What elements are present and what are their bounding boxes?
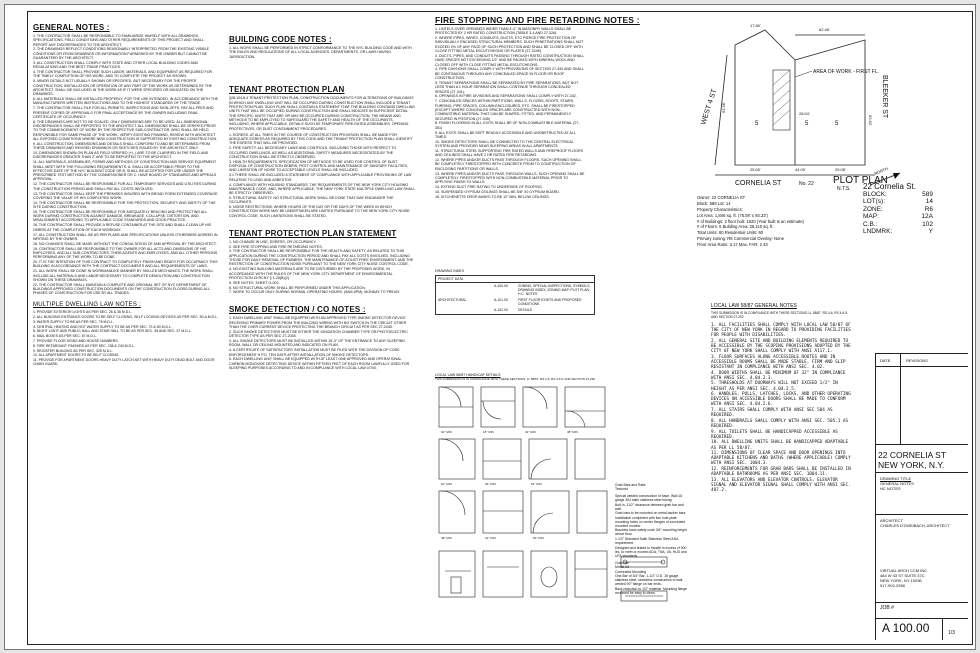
zoning-key: 22 Cornelia St.	[863, 182, 916, 191]
general-note: 3. ALL CONSTRUCTION SHALL COMPLY WITH STATE AND OTHER LOCAL BUILDING CODES AND REGULATIONS AND THE BEST TRADE PRACTICES.	[33, 60, 199, 70]
multiple-dwelling-note: 10. ALL APARTMENT DOORS TO BE SELF CLOSING.	[33, 353, 120, 358]
fire-stopping-item: 2. WHERE PIPES, WIRES, CONDUITS, DUCTS, ETC PIERCE FIRE PROTECTION OF INDIVIDUALLY ENCASED STRUCTURAL MEMBERS, SUCH PENETRATIONS SHALL NOT EXCEED 2% OF ANY FACE OF SUCH PROTECTION AND SHALL BE CLOSED OFF WITH CLOSE FITTING METAL ESCUTCHEONS OR PLATES (27-324E).	[435, 36, 584, 54]
lot-number-3: 5	[835, 121, 839, 127]
handicap-details-title: LOCAL LAW 58/87 HANDICAP DETAILS	[435, 373, 501, 377]
general-note: 18. NO CHANGES SHALL BE MADE WITHOUT THE CONSULTATION OF AND APPROVAL BY THE ARCHITECT.	[33, 241, 217, 246]
property-info-line: Total Units: 60 Residential Units: 60	[697, 230, 764, 236]
general-note: 1. THE CONTRACTOR SHALL BE RESPONSIBLE TO FAMILIARIZE HIMSELF WITH ALL DRAWINGS, SPECIFICATIONS, FIELD CONDITIONS AND OTHER REQUIREMENTS OF THIS PROJECT AND SHALL REPORT ANY DISCREPANCIES TO THE ARCHITECT.	[33, 34, 204, 47]
zoning-key: MAP:	[863, 213, 879, 220]
lot-number-2: 5	[805, 121, 809, 127]
local-law-item: 6. HANDLES, PULLS, LATCHES, LOCKS, AND OTHER OPERATING DEVICES ON ACCESSIBLE DOORS SHALL BE MADE TO CONFORM WITH ANSI SEC. 4.04.2.6.	[711, 392, 851, 408]
drawing-index-header: PROJECT DATA	[436, 276, 594, 283]
general-note: 17. ALL CONSTRUCTION SHALL BE AS PER PLANS AND SPECIFICATIONS UNLESS OTHERWISE AGREED IN WRITING BY THE OWNER.	[33, 232, 218, 241]
multiple-dwelling-note: 6. MAIL BOXES AS PER SEC. 57 M.D.L.	[33, 334, 97, 339]
architect-label: ARCHITECT	[880, 518, 903, 523]
fixture-note: Grab bars to be mounted on metal backer bars.	[615, 511, 687, 516]
revision-header	[876, 354, 968, 367]
fire-stopping-item: 12. WHERE PIPES AND/OR DUCTS PASS THROUGH FLOORS, SUCH OPENING SHALL BE COMPLETELY FIRESTOPPED WITH CONCRETE FROM TO CONSTRUCTION OF ENCLOSING PARTITIONS OR WALLS.	[435, 158, 582, 171]
dim-8: 25.08'	[835, 167, 846, 172]
zoning-value: R6	[924, 205, 933, 213]
svg-text:60" MIN: 60" MIN	[441, 482, 452, 486]
general-note: 6. ALL MATERIALS SHALL BE INSTALLED PROPERLY, FOR THE USE INTENDED, IN ACCORDANCE WITH THE MANUFACTURERS WRITTEN INSTRUCTIONS AND TO THE HIGHEST STANDARDS OF THE TRADE.	[33, 97, 219, 106]
local-law-item: 4. DOOR WIDTHS SHALL BE MINIMUM OF 32" IN COMPLIANCE WITH ANSI SEC. 4.04.2.3.	[711, 370, 846, 381]
architect-line-3: NEW YORK, NY 10036	[880, 578, 922, 583]
zoning-row	[863, 206, 933, 214]
svg-text:54" MIN: 54" MIN	[531, 482, 542, 486]
local-law-item: 10. ALL DWELLING UNITS SHALL BE HANDICAPPED ADAPTABLE AS PER LL 58/87.	[711, 440, 849, 451]
general-notes-column	[33, 23, 219, 638]
general-note: 14. THE CONTRACTOR SHALL BE RESPONSIBLE FOR THE PROTECTION, SECURITY AND SAFETY OF THE SITE DURING CONSTRUCTION.	[33, 200, 216, 209]
zoning-value: Y	[928, 228, 933, 235]
drawing-title-2: HC NOTES	[880, 486, 901, 491]
fixture-note: 1-1/2" Standard Satin Stainless Steel ADA requirement.	[615, 536, 679, 545]
zoning-key: LOT(s):	[863, 198, 886, 205]
zoning-value: 12A	[921, 213, 933, 220]
multiple-dwelling-note: 4. CENTRAL HEATING AND HOT WATER SUPPLY TO BE AS PER SEC. 79 & 80 M.D.L.	[33, 324, 172, 329]
multiple-dwelling-note: 3. WATER SUPPLY TO BE AS PER SEC. 75 M.D.L.	[33, 319, 114, 324]
tenant-protection-item: 6. NOISE RESTRICTIONS. WHERE HOURS OF THE DAY OR THE DAYS OF THE WEEK IN WHICH CONSTRUCTION WORK MAY BE UNDERTAKEN ARE LIMITED PURSUANT TO THE NEW YORK CITY NOISE CONTROL CODE, SUCH LIMITATIONS SHALL BE STATED.	[229, 205, 410, 218]
fixture-note: Bolt-in, 11/2" clearance between grab bar and wall.	[615, 502, 684, 511]
local-law-item: 13. ALL ELEVATORS AND ELEVATOR CONTROLS, ELEVATOR SIGNAL AND ELEVATOR SIGNAL SHALL COMPLY WITH ANSI SEC. 407.2.	[711, 477, 851, 494]
building-code-title: BUILDING CODE NOTES :	[229, 35, 332, 44]
building-code-list	[229, 46, 415, 59]
fire-stopping-column	[435, 15, 690, 638]
smoke-detection-item: 2. SUCH SMOKE DETECTORS MUST BE EITHER THE IONIZATION CHAMBER TYPE OR PHOTOELECTRIC DETECTOR TYPE AS PER SEC 27-2045.	[229, 329, 408, 339]
local-law-item: 3. FLOOR SURFACES ALONG ACCESSIBLE ROUTES AND IN ACCESSIBLE ROOMS SHALL BE MADE STABLE, FIRM AND SLIP RESISTANT IN COMPLIANCE WITH ANSI SEC. 4.02.	[711, 354, 846, 370]
drawing-title-block	[880, 476, 914, 491]
dim-1: 17.80'	[750, 23, 761, 28]
general-note: 15. THE CONTRACTOR SHALL BE RESPONSIBLE FOR ADEQUATELY BRACING AND PROTECTING ALL WORK DURING CONSTRUCTION AGAINST DAMAGE, BREAKAGE, COLLAPSE, DISTORTION, AND MISALIGNMENT ACCORDING TO APPLICABLE CODE STANDARDS AND GOOD PRACTICE.	[33, 209, 208, 223]
fixture-note: Concealed Mounting	[615, 569, 647, 574]
fixture-note: Back reduction to 1/2" material. Mounting flange recessed for easy to clean.	[615, 586, 688, 595]
drawing-index-description: ZONING, SPECIAL INSPECTIONS, SYMBOLS, DRAWING INDEX, ZONING MAP, PLOT PLAN, H.C. NOTES	[518, 284, 591, 296]
svg-text:48" MIN: 48" MIN	[567, 430, 578, 434]
local-law-item: 11. DIMENSIONS OF CLEAR SPACE AND DOOR OPENINGS INTO ADAPTABLE KITCHENS AND BATHS (WHERE APPLICABLE) COMPLY WITH ANSI SEC. 1004.3.	[711, 451, 851, 467]
general-note: 16. THE CONTRACTOR SHALL PROVIDE A REFUSE CONTAINER AT THE SITE AND SHALL CLEAN UP HIS DEBRIS AT THE COMPLETION OF EACH WORKDAY.	[33, 223, 212, 232]
fixture-note: Grab Bar	[615, 560, 629, 565]
fire-stopping-item: 8. FINISH FLOORING IN ALL EXITS SHALL BE OF NON-COMBUSTIBLE MATERIAL (27-351)	[435, 121, 580, 130]
tenant-statement-item: 5. SEE NOTES, SHEET G-002.	[229, 280, 280, 285]
drawing-title-1: GENERAL NOTES	[880, 481, 914, 486]
general-note: 9. ALL CONSTRUCTION, DIMENSIONS AND DETAILS SHALL CONFORM TO AND BE DETERMINED FROM THESE DRAWINGS AND REVISED DRAWINGS OR SKETCHES ISSUED BY THE ARCHITECT ONLY.	[33, 141, 211, 151]
zoning-key: ZONE:	[863, 205, 883, 213]
zoning-value: 589	[922, 190, 933, 198]
dim-7: 44.00'	[795, 167, 806, 172]
general-note: 2. THE DRAWINGS REFLECT CONDITIONS REASONABLY INTERPRETED FROM THE EXISTING VISIBLE CONDITIONS OR FROM DRAWINGS OR INFORMATION FURNISHED BY THE OWNER BUT CANNOT BE GUARANTEED BY THE ARCHITECT.	[33, 47, 210, 61]
drawing-sheet	[4, 4, 976, 650]
dim-5: 63.62'	[868, 115, 873, 126]
multiple-dwelling-note: 11. PROVIDE FOR APARTMENT DOORS HEAVY DUTY LATCH-SET WITH HEAVY DUTY DEAD BOLT AND DOOR CHAIN GUARD.	[33, 358, 215, 367]
tenant-statement-item: 2. SEE FIRE STOPPING AND FIRE RETARDING NOTES.	[229, 244, 323, 249]
local-law-item: 7. ALL STAIRS SHALL COMPLY WITH ANSI SEC 504 AS REQUIRED.	[711, 408, 833, 419]
tenant-protection-list	[229, 133, 415, 218]
fixture-note: Brackets have safety code 3/4" mounting height above floor.	[615, 528, 687, 537]
lot-number-1: 5	[755, 121, 759, 127]
smoke-detection-item: 5. EACH DWELLING UNIT SHALL BE EQUIPPED WITH AT LEAST ONE APPROVED AND OPERATIONAL CARBON MONOXIDE DETECTING DEVICE WITHIN FIFTEEN FEET OF EACH ROOM LAWFULLY USED FOR SLEEPING PURPOSES ACCORDING TO AND IN COMPLIANCE WITH LOCAL LAW 07/04.	[229, 357, 410, 371]
sheet-count: 1/3	[948, 630, 955, 636]
general-note: 21. ALL WORK SHALL BE DONE IN WORKMANLIKE MANNER BY SKILLED MECHANICS. THE WORK SHALL INCLUDE ALL MATERIALS AND LABOR NECESSARY TO COMPLETE DEMOLITION AND CONSTRUCTION SHOWN ON THESE DRAWINGS.	[33, 269, 214, 282]
title-block	[875, 353, 968, 640]
drawing-title-label: DRAWING TITLE	[880, 476, 912, 481]
plot-plan-area	[695, 15, 905, 295]
fire-stopping-item: 4. FIRE DIVISIONS SHALL COMPLY WITH PROVISIONS OF SECTION 27-340 AND SHALL BE CONTINUOUS THROUGH ANY CONCEALED SPACE IN FLOOR OR ROOF CONSTRUCTION.	[435, 67, 584, 81]
dim-6: 25.00'	[750, 167, 761, 172]
fire-stopping-item: 16. KITCHENETTE DROP AWAYS TO BE 12" MIN. BELOW CEILINGS.	[435, 194, 550, 199]
property-info-line: Property Characteristics:	[697, 206, 743, 212]
zoning-row	[863, 221, 933, 229]
zoning-row	[863, 183, 933, 191]
fixture-note: Designed and tested to handle in excess of 900 lbs. to meet or exceed ADA, TNA, VA, HUD and UFA standards.	[615, 545, 687, 558]
svg-text:36" MIN: 36" MIN	[485, 482, 496, 486]
job-number-label: JOB #	[880, 605, 894, 611]
zoning-value: 102	[922, 220, 933, 228]
drawing-index-group	[438, 284, 494, 296]
street-number: No. 22	[799, 181, 814, 187]
svg-text:18" MIN: 18" MIN	[483, 430, 494, 434]
smoke-detection-item: 1. EACH DWELLING UNIT SHALL BE EQUIPPED WITH AN APPROVED TYPE SMOKE DETECTOR DEVICE RECEIVING PRIMARY POWER FROM THE BUILDING WIRING WITH NO SWITCH IN THE CIRCUIT OTHER THAN THE OVER CURRENT DEVICE PROTECTING THE BRANCH CIRCUIT AS PER SEC 27-2045.	[229, 316, 407, 329]
multiple-dwelling-title: MULTIPLE DWELLING LAW NOTES :	[33, 302, 141, 309]
fire-stopping-item: 6. OPENINGS IN FIRE DIVISIONS AND SEPARATIONS SHALL COMPLY WITH 27-342.	[435, 94, 577, 99]
general-note: 19. CONTRACTOR SHALL BE RESPONSIBLE TO THE OWNER FOR ALL ACTS AND OMISSIONS OF HIS EMPLOYEES, AND ALL SUB-CONTRACTORS, THEIR AGENTS AND EMPLOYEES, AND ALL OTHER PERSONS PERFORMING ANY OF THE WORK TO BE DONE.	[33, 246, 218, 260]
street-cornelia: CORNELIA ST	[735, 180, 782, 187]
architect-line-4: 917-902-2958	[880, 583, 905, 588]
project-line-1: 22 CORNELIA ST	[878, 450, 947, 460]
zoning-key: BLOCK:	[863, 190, 887, 198]
date-label: DATE	[880, 358, 891, 363]
plot-plan-drawing	[695, 15, 905, 190]
property-info-line: Lot Area: 1,846 sq. ft. (75.08' x 93.33')	[697, 212, 768, 218]
tenant-statement-title: TENANT PROTECTION PLAN STATEMENT	[229, 228, 397, 238]
zoning-row	[863, 228, 933, 236]
project-line-2: NEW YORK, N.Y.	[878, 460, 945, 470]
tenant-statement-list	[229, 240, 415, 295]
zoning-row	[863, 198, 933, 206]
fire-stopping-item: 9. ALL EXITS SHALL BE KEPT READILY ACCESSIBLE AND UNOBSTRUCTED AT ALL TIMES.	[435, 130, 576, 139]
drawing-index-number: A-102.00	[494, 308, 508, 312]
local-law-subtitle: THIS SUBMISSION IS IN COMPLIANCE WITH THESE SECTIONS: LL 58/87, RS 4-6, RS 4-6.5, AND SECTION 27-292	[711, 311, 848, 319]
street-bleeker: BLEEKER ST	[881, 75, 888, 119]
local-law-list	[711, 323, 851, 493]
zoning-row	[863, 213, 933, 221]
general-note: 20. IT IS THE INTENTION OF THIS CONTRACT TO COMPLETELY FINISH AND READY FOR OCCUPANCY THIS BUILDING IN ACCORDANCE WITH THE CONTRACT DOCUMENTS AND ALL REQUIREMENTS OF LAWS.	[33, 260, 218, 269]
general-note: 11. ALL MATERIALS, ASSEMBLIES, FORMS AND METHODS OF CONSTRUCTION AND SERVICE EQUIPMENT SHALL MEET WITH THE FOLLOWING REQUIREMENTS: A. SHALL BE ACCEPTABLE PRIOR TO THE EFFECTIVE DATE OF THE NYC BUILDING CODE OR B. SHALL BE ACCEPTED FOR USE UNDER THE PRESCRIBED TEST METHOD BY THE COMMISSIONER OR C. HAVE BOARD OF STANDARDS AND APPEALS APPROVAL.	[33, 160, 217, 182]
tenant-protection-item: 4. COMPLIANCE WITH HOUSING STANDARDS. THE REQUIREMENTS OF THE NEW YORK CITY HOUSING MAINTENANCE CODE, AND, WHERE APPLICABLE, THE NEW YORK STATE MULTIPLE DWELLING LAW SHALL BE STRICTLY OBSERVED.	[229, 182, 415, 196]
code-notes-column	[229, 35, 415, 638]
grab-bar-subtitle: Textured	[615, 487, 629, 491]
architect-line-1: VIRTUAL ARCH CCM INC	[880, 568, 928, 573]
tenant-statement-item: 1. NO CHANGE IN USE, EGRESS, OR OCCUPANCY.	[229, 239, 317, 244]
drawing-index-row	[436, 297, 594, 307]
drawing-index-group: ARCHITECTURAL	[438, 298, 467, 302]
smoke-detection-item: 4. A CERTIFICATE OF SATISFACTORY INSTALLATION MUST BE FILED WITH THE DIVISION OF CODE ENFORCEMENT H.P.D. TEN DAYS AFTER INSTALLATION OF SMOKE DETECTORS.	[229, 348, 400, 357]
fixture-note: Installation completed with two hole-plate mounting holes on center flanges of concealed mounted models.	[615, 515, 686, 528]
svg-text:NORTH: NORTH	[873, 165, 889, 176]
general-note: 10. DIMENSIONS SHOWN ON PLAN AS FIELD VERIFIED (+/- ) ARE TO BE CLARIFIED IN THE FIELD AND DISCREPANCIES GREATER THAN 2" ARE TO BE REPORTED TO THE ARCHITECT.	[33, 151, 209, 160]
handicap-details	[435, 373, 690, 638]
zoning-key: C.B.:	[863, 220, 878, 228]
local-law-item: 1. ALL FACILITIES SHALL COMPLY WITH LOCAL LAW 58/87 OF THE CITY OF NEW YORK IN REGARD TO PROVIDING FACILITIES FOR PEOPLE WITH DISABILITIES.	[711, 323, 851, 339]
svg-text:42" MIN: 42" MIN	[525, 430, 536, 434]
dim-4: 28.04'	[799, 111, 810, 116]
property-info-line: Primary zoning: R6 Commercial Overlay: None	[697, 236, 785, 242]
multiple-dwelling-note: 5. NIGHT LIGHT AND PUBLIC HALL AND STAIR HALL TO BE AS PER SEC. 35 AND SEC. 37 M.D.L.	[33, 329, 192, 334]
tenant-protection-item: 3.1 THERE SHALL BE INCLUDED A STATEMENT OF COMPLIANCE WITH APPLICABLE PROVISIONS OF LAW RELATING TO LEAD AND ASBESTOS.	[229, 173, 412, 182]
local-law-item: 5. THRESHOLDS AT DOORWAYS WILL NOT EXCEED 1/2" IN HEIGHT AS PER ANSI SEC. 4.04.2.5.	[711, 381, 838, 392]
general-note: 5. MINOR DETAILS NOT USUALLY SHOWN OR SPECIFIED, BUT NECESSARY FOR THE PROPER CONSTRUCTION, INSTALLATION OR OPERATION OF ANY PART OF THE WORK AS DETERMINED BY THE ARCHITECT, SHALL BE INCLUDED IN THE WORK AS IF IT WERE SPECIFIED OR INDICATED ON THE DRAWINGS.	[33, 79, 213, 97]
architect-block	[880, 518, 950, 588]
fire-stopping-item: 1. LINTELS OVER OPENINGS WIDER THAN 4'-0" IN MASONRY WALLS SHALL BE PROTECTED BY 2 HR RATED CONSTRUCTION (TABLE 3-4 AND 27-326).	[435, 27, 572, 36]
smoke-detection-list	[229, 316, 415, 370]
svg-text:48" MIN: 48" MIN	[441, 536, 452, 540]
architect-name: CHARLES D'ZWEIBACH, ARCHITECT	[880, 523, 950, 528]
fixture-note: One-Bar of 3/4" Bar, 1-1/2" O.D. 18 gauge stainless steel, seamless construction to wall, welded 90° flange on bar ends.	[615, 574, 684, 587]
general-note: 7. THE CONTRACTOR SHALL FILE FOR ALL PERMITS, INSPECTIONS AND SIGN-OFFS, PAY ALL FEES AND PRESENT COPIES OF APPROVALS FOR FINAL ACCEPTANCE BY THE OWNER INCLUDING FINAL CERTIFICATE OF OCCUPANCY.	[33, 106, 214, 119]
property-info-line: # of Buildings: 2 floor bult: 1920 (Year built is an estimate)	[697, 218, 804, 224]
svg-text:42" MIN: 42" MIN	[485, 536, 496, 540]
tenant-statement-item: 3. THE CONTRACTOR SHALL BE RESPONSIBLE FOR THE HEALTH AND SAFETY, AS RELATED TO THIS APPLICATION DURING THE CONSTRUCTION PERIOD AND SHALL PAY ALL COSTS INVOLVED, INCLUDING THOSE FOR DAILY REMOVAL OF RUBBISH, THE MAINTENANCE OF A DUST FREE ENVIRONMENT, AND THE RESTRICTION OF CONSTRUCTION NOISE PURSUANT TO THE NEW YORK CITY NOISE CONTROL CODE.	[229, 249, 414, 267]
fixture-note: Model #3	[615, 565, 629, 570]
area-of-work-label: AREA OF WORK - FIRST FL.	[813, 69, 880, 75]
grab-bar-notes	[615, 483, 690, 596]
fixture-notes-2	[615, 561, 690, 595]
local-law-title: LOCAL LAW 58/87 GENERAL NOTES	[711, 303, 797, 309]
fire-stopping-list	[435, 27, 585, 199]
general-notes-title: GENERAL NOTES :	[33, 23, 110, 32]
plot-plan-scale: N.T.S.	[837, 186, 851, 190]
tenant-protection-intro: §28-104.8.4 TENANT PROTECTION PLAN. CONSTRUCTION DOCUMENTS FOR ALTERATIONS OF BUILDINGS IN WHICH ANY DWELLING UNIT WILL BE OCCUPIED DURING CONSTRUCTION SHALL INCLUDE A TENANT PROTECTION PLAN. SUCH PLAN SHALL CONTAIN A STATEMENT THAT THE BUILDING CONTAINS DWELLING UNITS THAT WILL BE OCCUPIED DURING CONSTRUCTION AND SHALL INDICATE IN SUFFICIENT DETAIL THE SPECIFIC UNITS THAT ARE OR MAY BE OCCUPIED DURING CONSTRUCTION, THE MEANS AND METHODS TO BE EMPLOYED TO SAFEGUARD THE SAFETY AND HEALTH OF THE OCCUPANTS, INCLUDING, WHERE APPLICABLE, DETAILS SUCH AS TEMPORARY FIRE-RATED ASSEMBLIES, OPENING PROTECTIVES, OR DUST CONTAINMENT PROCEDURES.	[229, 96, 415, 131]
fixture-note: Special welded construction of base. Wall 16 gauge 304 satin stainless steel tubing.	[615, 494, 683, 502]
building-code-note: 1. ALL WORK SHALL BE PERFORMED IN STRICT CONFORMANCE TO THE NYC BUILDING CODE AND WITH THE RULES AND REGULATIONS OF ALL LOCAL AGENCIES, DEPARTMENTS, OR LAWS HAVING JURISDICTION.	[229, 46, 412, 59]
general-notes-list	[33, 34, 219, 296]
fire-stopping-title: FIRE STOPPING AND FIRE RETARDING NOTES :	[435, 15, 640, 25]
svg-text:60" MIN: 60" MIN	[533, 536, 544, 540]
project-address	[878, 450, 946, 470]
property-info-line: Owner: 22 CORNELIA ST	[697, 195, 746, 200]
revisions-label: REVISIONS	[906, 358, 928, 363]
drawing-index-table	[435, 275, 595, 315]
general-note: 8. THE DRAWINGS ARE NOT TO BE SCALED. ONLY DIMENSIONS ARE TO BE USED. ALL DIMENSIONAL DISCREPANCIES SHALL BE REPORTED TO THE ARCHITECT. ALL DIMENSIONS SHALL BE VERIFIED PRIOR TO THE COMMENCEMENT OF WORK BY THE RESPECTIVE SUB-CONTRACTOR, WHO SHALL BE HELD RESPONSIBLE FOR SAME PHASE OF THE WORK. VERIFY EXISTING FRAMING, REVIEW WITH ARCHITECT ALL EXPOSED CONDITIONS WHERE NEW CONSTRUCTION IS SUPPORTED BY EXISTING CONSTRUCTION.	[33, 119, 218, 141]
drawing-index-description: DETAILS	[518, 308, 532, 312]
property-info-line: Block: 589 Lot: 14	[697, 200, 731, 206]
multiple-dwelling-note: 7. PROVIDE FLOOR SIGNS AND HOUSE NUMBERS.	[33, 339, 119, 344]
tenant-statement-item: 6. NO STRUCTURAL WORK SHALL BE PERFORMED UNDER THIS APPLICATION.	[229, 285, 366, 290]
multiple-dwelling-note: 1. PROVIDE EXTERIOR LIGHTS AS PER SEC. 26 & 36 M.D.L.	[33, 310, 133, 315]
general-note: 22. THE CONTRACTOR SHALL MAINTAIN A COMPLETE AND ORIGINAL SET OF NYC DEPARTMENT OF BUILDINGS APPROVED CONSTRUCTION DOCUMENTS ON THE CONSTRUCTION FLOORS DURING ALL PHASES OF CONSTRUCTION FOR USE BY ALL TRADES.	[33, 282, 210, 296]
fixture-notes	[615, 494, 690, 558]
general-note: 13. THE CONTRACTOR SHALL KEEP THE PREMISES INSURED WITH BROAD FORM EXTENDED COVERAGE COVERING THE VALUE OF HIS COMPLETED WORK.	[33, 191, 218, 200]
fire-stopping-item: 14. EXTEND DUCT FIRE RATING TO UNDERSIDE OF ROOFING.	[435, 185, 543, 190]
general-note: 4. THE CONTRACTOR SHALL PROVIDE SUCH LABOR, MATERIALS, AND EQUIPMENT AS REQUIRED FOR THE TIMELY COMPLETION OF HIS WORK, AND TO COMPLETE THE PROJECT AS SHOWN.	[33, 70, 213, 79]
local-law-item: 8. ALL HANDRAILS SHALL COMPLY WITH ANSI SEC. 505.1 AS REQUIRED.	[711, 418, 849, 429]
smoke-detection-title: SMOKE DETECTION / CO NOTES :	[229, 305, 366, 315]
zoning-key: LNDMRK:	[863, 228, 893, 235]
multiple-dwelling-note: 8. FIRE RETARDANT FINISHES AS PER SEC. 238 & 243 M.D.L.	[33, 343, 135, 348]
smoke-detection-item: 3. ALL SMOKE DETECTORS MUST BE INSTALLED WITHIN 15'-0" OF THE ENTRANCE TO ANY SLEEPING ROOM, WALL OR CEILING MOUNTED AND INDICATED ON PLAN.	[229, 339, 406, 348]
tenant-protection-item: 3. HEALTH REQUIREMENTS. SPECIFICATION OF METHODS TO BE USED FOR CONTROL OF DUST, DISPOSAL OF CONSTRUCTION DEBRIS, PEST CONTROL AND MAINTENANCE OF SANITARY FACILITIES, AND LIMITATION OF NOISE TO ACCEPTABLE LEVELS SHALL BE INCLUDED.	[229, 159, 408, 173]
local-law-item: 12. REINFORCEMENTS FOR GRAB BARS SHALL BE INSTALLED IN ADAPTABLE BATHROOMS AS PER ANSI SEC. 1004.11.	[711, 467, 851, 478]
dim-2: 62.46'	[819, 27, 830, 32]
local-law-item: 2. ALL GENERAL SITE AND BUILDING ELEMENTS REQUIRED TO BE ACCESSIBLE BY THE SCOPING PROVISIONS ADOPTED BY THE CITY OF NEW YORK SHALL COMPLY WITH ANSI A117.1.	[711, 338, 851, 355]
svg-text:32" MIN: 32" MIN	[441, 430, 452, 434]
fire-stopping-item: 10. SMOKE DETECTORS SHALL BE CONNECTED TO THE CENTRAL ELECTRICAL SYSTEM AND PROVIDED NEAR SLEEPING AREAS IN ALL APARTMENTS.	[435, 139, 574, 149]
fire-stopping-item: 7. CONCEALED SPACES WITHIN PARTITIONS, WALLS, FLOORS, ROOFS, STAIRS, FURRING, PIPE SPACES, COLUMN ENCLOSURES, ETC. SHALL BE FIRESTOPPED (EXCEPT WHERE CONCEALED SPACES ARE CONSTRUCTED WITH NON-COMBUSTIBLE MATERIAL THAT CAN BE SHAPED, FITTED, AND PERMANENTLY SECURED IN POSITION (27-345)	[435, 99, 575, 121]
handicap-details-subtitle: THIS SUBMISSION IS IN COMPLIANCE WITH THESE SECTIONS: LL 58/87, RS 4-6, RS 4-6.5, AND SECTION 27-292	[435, 377, 596, 381]
dim-3: 63.36'	[721, 102, 726, 113]
multiple-dwelling-note: 2. ALL BUILDING ENTRANCE DOORS TO BE SELF CLOSING, SELF LOCKING DEVICES AS PER SEC. 50-A M.D.L.	[33, 315, 219, 320]
tenant-statement-item: 7. WORK TO OCCUR ONLY DURING NORMAL OPERATING HOURS, (9AM-5PM), MONDAY TO FRIDAY.	[229, 290, 401, 295]
drawing-index-number: A-100.00	[494, 284, 508, 288]
fire-stopping-item: 13. WHERE PIPES AND/OR DUCTS PASS THROUGH WALLS, SUCH OPENING SHALL BE COMPLETELY FIRESTOPPED WITH NON-COMBUSTIBLE MATERIAL PRIOR TO APPLYING FINISH TO WALLS.	[435, 171, 585, 185]
fire-stopping-item: 15. SUSPENDED GYPSUM CEILINGS SHALL BE 5/8" X0 GYPSUM BOARD.	[435, 190, 560, 194]
drawing-index	[435, 269, 595, 315]
drawing-index-row	[436, 283, 594, 297]
local-law-item: 9. ALL TOILETS SHALL BE HANDICAPPED ACCESSIBLE AS REQUIRED.	[711, 429, 838, 440]
tenant-protection-item: 5. STRUCTURAL SAFETY. NO STRUCTURAL WORK SHALL BE DONE THAT MAY ENDANGER THE OCCUPANTS.	[229, 195, 394, 205]
street-west-4: WEST 4 ST	[700, 88, 719, 126]
zoning-row	[863, 191, 933, 199]
sheet-number: A 100.00	[882, 621, 930, 635]
property-info-line: # of Floors: 5 Building Area: 26,110 sq. ft.	[697, 224, 774, 230]
grab-bar-title: Grab Bars and Rails	[615, 483, 646, 487]
tenant-protection-item: 2. FIRE SAFETY. ALL NECESSARY LAWS AND CONTROLS, INCLUDING THOSE WITH RESPECT TO OCCUPIED DWELLINGS, AS WELL AS ADDITIONAL SAFETY MEASURES NECESSITATED BY THE CONSTRUCTION SHALL BE STRICTLY OBSERVED.	[229, 146, 397, 159]
fire-stopping-item: 3. DUCTS, PIPES, AND CONDUITS PASSING THROUGH RATED CONSTRUCTION SHALL HAVE SPACES NOT EXCEEDING 1/2" AND BE PACKED WITH MINERAL WOOL AND CLOSED OFF WITH CLOSE FITTING METAL ESCUTCHEONS.	[435, 53, 585, 67]
architect-line-2: 484 W 43 ST SUITE 37C	[880, 573, 925, 578]
drawing-index-title: DRAWING INDEX	[435, 269, 465, 273]
drawing-index-description: FIRST FLOOR EXISTS AND PROPOSED CONDITIONS	[518, 298, 582, 306]
general-note: 12. THE CONTRACTOR SHALL BE RESPONSIBLE FOR ALL TEMPORARY SERVICES AND UTILITIES DURING THE CONSTRUCTION PERIOD AND SHALL PAY ALL COSTS INVOLVED.	[33, 182, 217, 191]
property-info-line: Floor Area Ratio: 3.17 Max. FAR: 2.43	[697, 242, 768, 248]
drawing-index-number: A-101.00	[494, 298, 508, 302]
fire-stopping-item: 5. TENANT SEPARATIONS SHALL BE SEPARATED BY FIRE SEPARATIONS, BUT NOT LESS THAN A 1 HOUR SEPARATION SHALL CONTINUE THROUGH CONCEALED SPACES (27-341).	[435, 80, 579, 94]
multiple-dwelling-list	[33, 310, 219, 366]
zoning-value: 14	[925, 198, 933, 205]
plot-plan-title: PLOT PLAN	[833, 175, 888, 186]
tenant-statement-item: 4. NO EXISTING BUILDING MATERIALS ARE TO BE DISTURBED BY THE PROPOSED WORK, IN ACCORDANCE WITH THE RULES OF THE NEW YORK CITY DEPARTMENT OF ENVIRONMENTAL PROTECTION 15 RCNY § 1-25(B)(2).	[229, 267, 393, 280]
tenant-protection-title: TENANT PROTECTION PLAN	[229, 85, 345, 95]
fire-stopping-item: 11. STRUCTURAL STEEL SUPPORTING FIRE RATED WALLS AND FIREPROOF FLOORS AND CEILINGS SHALL HAVE 2 HR RATED FIRE RETARDING.	[435, 148, 583, 158]
local-law-column	[711, 303, 851, 633]
multiple-dwelling-note: 9. REGISTER BUILDING AS PER SEC. 325 M.D.L.	[33, 348, 114, 353]
zoning-table	[863, 183, 933, 236]
tenant-protection-item: 1. EGRESS. AT ALL TIMES IN THE COURSE OF CONSTRUCTION PROVISION SHALL BE MADE FOR ADEQUATE EGRESS AS REQUIRED BY THIS CODE AND THE TENANT PROTECTION PLAN SHALL IDENTIFY THE EGRESS THAT WILL BE PROVIDED.	[229, 132, 413, 146]
drawing-index-row	[436, 307, 594, 314]
drawing-index-group	[438, 308, 494, 313]
